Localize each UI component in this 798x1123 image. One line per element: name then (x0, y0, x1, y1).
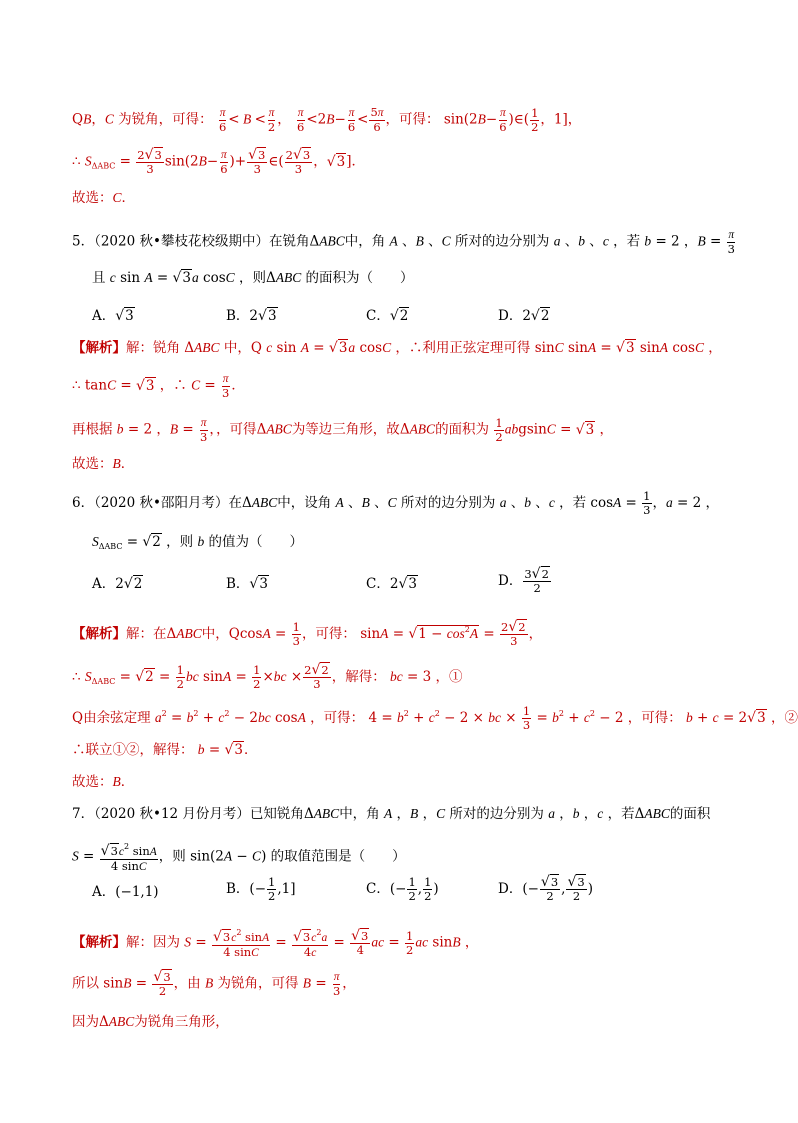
solution-line-range: QB，C 为锐角，可得： $\frac{\pi}{6}$ < B < $\frac{\pi}{2}$ ， $\frac{\pi}{6}$ <2B− $\frac{\pi}{6}$ < $\frac{5\pi}{6}$ ，可得： sin(2B− $\frac{\pi}{6}$ )∈( $\frac{1}{2}$ ，1]， (72, 105, 582, 134)
solution-6-line3: Q由余弦定理 $a^2 = b^2 + c^2 - 2bc$ cosA ，可得： $4 = b^2 + c^2 - 2$ × bc × $\frac{1}{3}$ = $b^2 + c^2 - 2$ ，可得： b + c = 2√3 ，② (72, 704, 798, 732)
solution-6-line1: 【解析】解：在ΔABC中，QcosA = $\frac{1}{3}$ ，可得： $\sin A = √1 - \cos^2A$ = $\frac{2√2}{3}$ ， (72, 619, 543, 648)
q7-option-a[interactable]: A．(−1,1) (92, 884, 159, 900)
q5-option-a[interactable]: A．√3 (92, 308, 134, 324)
solution-5-line2: ∴ tanC = √3 ，∴ C = $\frac{\pi}{3}$ ． (72, 373, 245, 400)
solution-7-line3: 因为ΔABC为锐角三角形， (72, 1014, 229, 1030)
solution-7-line2: 所以 sinB = $\frac{√3}{2}$ ，由 B 为锐角，可得 B = $\frac{\pi}{3}$ ， (72, 968, 356, 998)
answer-5: 故选：B． (72, 456, 135, 472)
q6-option-d[interactable]: D． $\frac{3√2}{2}$ (498, 566, 549, 595)
question-5-line2: 且 c sin A = √3a cosC ，则ΔABC 的面积为（ ） (92, 270, 414, 286)
solution-6-line4: ∴联立①②，解得： b = √3． (72, 742, 258, 758)
question-7: 7．（2020 秋•12 月份月考）已知锐角ΔABC中，角 A ，B ，C 所对的边分别为 a ，b ，c ，若ΔABC的面积 (72, 806, 711, 822)
question-6: 6．（2020 秋•邵阳月考）在ΔABC中，设角 A 、B 、C 所对的边分别为 a 、b 、c ，若 cosA = $\frac{1}{3}$ ，a = 2 ， (72, 489, 720, 517)
answer-6: 故选：B． (72, 774, 135, 790)
solution-7-line1: 【解析】解：因为 S = $\frac{√3c^2 \sin A}{4 \sin C}$ = $\frac{√3c^2a}{4c}$ = $\frac{√3}{4}$ ac = $\frac{1}{2}$ ac sinB ， (72, 927, 479, 959)
q7-option-d[interactable]: D．(− $\frac{√3}{2}$ , $\frac{√3}{2}$ ) (498, 874, 593, 903)
question-5: 5．（2020 秋•攀枝花校级期中）在锐角ΔABC中，角 A 、B 、C 所对的边分别为 a 、b 、c ，若 b = 2 ，B = $\frac{\pi}{3}$ (72, 229, 735, 256)
q5-option-d[interactable]: D．2√2 (498, 308, 550, 324)
solution-5-line3: 再根据 b = 2 ，B = $\frac{\pi}{3}$ ，，可得ΔABC为等边三角形，故ΔABC的面积为 $\frac{1}{2}$ abgsinC = √3 ， (72, 415, 614, 444)
q5-option-c[interactable]: C．√2 (366, 308, 409, 324)
solution-5-line1: 【解析】解：锐角 ΔABC 中，Q c sin A = √3a cosC ，∴利用正弦定理可得 sinC sinA = √3 sinA cosC ， (72, 340, 722, 356)
q6-option-a[interactable]: A．2√2 (92, 576, 143, 592)
solution-line-area: ∴ $S_{\Delta ABC}$ = $\frac{2√3}{3}$ sin(2B− $\frac{\pi}{6}$ )+ $\frac{√3}{3}$ ∈( $\frac{2√3}{3}$ ，√3]． (72, 146, 365, 176)
q5-option-b[interactable]: B．2√3 (226, 308, 277, 324)
q7-option-b[interactable]: B．(− $\frac{1}{2}$ ,1] (226, 875, 296, 903)
question-6-line2: $S_{\Delta ABC} = √2$ ，则 b 的值为（ ） (92, 534, 304, 551)
q7-option-c[interactable]: C．(− $\frac{1}{2}$ , $\frac{1}{2}$ ) (366, 875, 439, 903)
answer-line-4: 故选：C． (72, 190, 136, 206)
question-7-line2: S = $\frac{√3c^2 \sin A}{4 \sin C}$ ，则 sin(2A − C) 的取值范围是（ ） (72, 842, 406, 873)
q6-option-c[interactable]: C．2√3 (366, 576, 417, 592)
q6-option-b[interactable]: B．√3 (226, 576, 268, 592)
solution-6-line2: ∴ $S_{\Delta ABC} = √2$ = $\frac{1}{2}$ bc sinA = $\frac{1}{2}$ ×bc × $\frac{2√2}{3}$ ，解得： bc = 3 ，① (72, 662, 463, 691)
